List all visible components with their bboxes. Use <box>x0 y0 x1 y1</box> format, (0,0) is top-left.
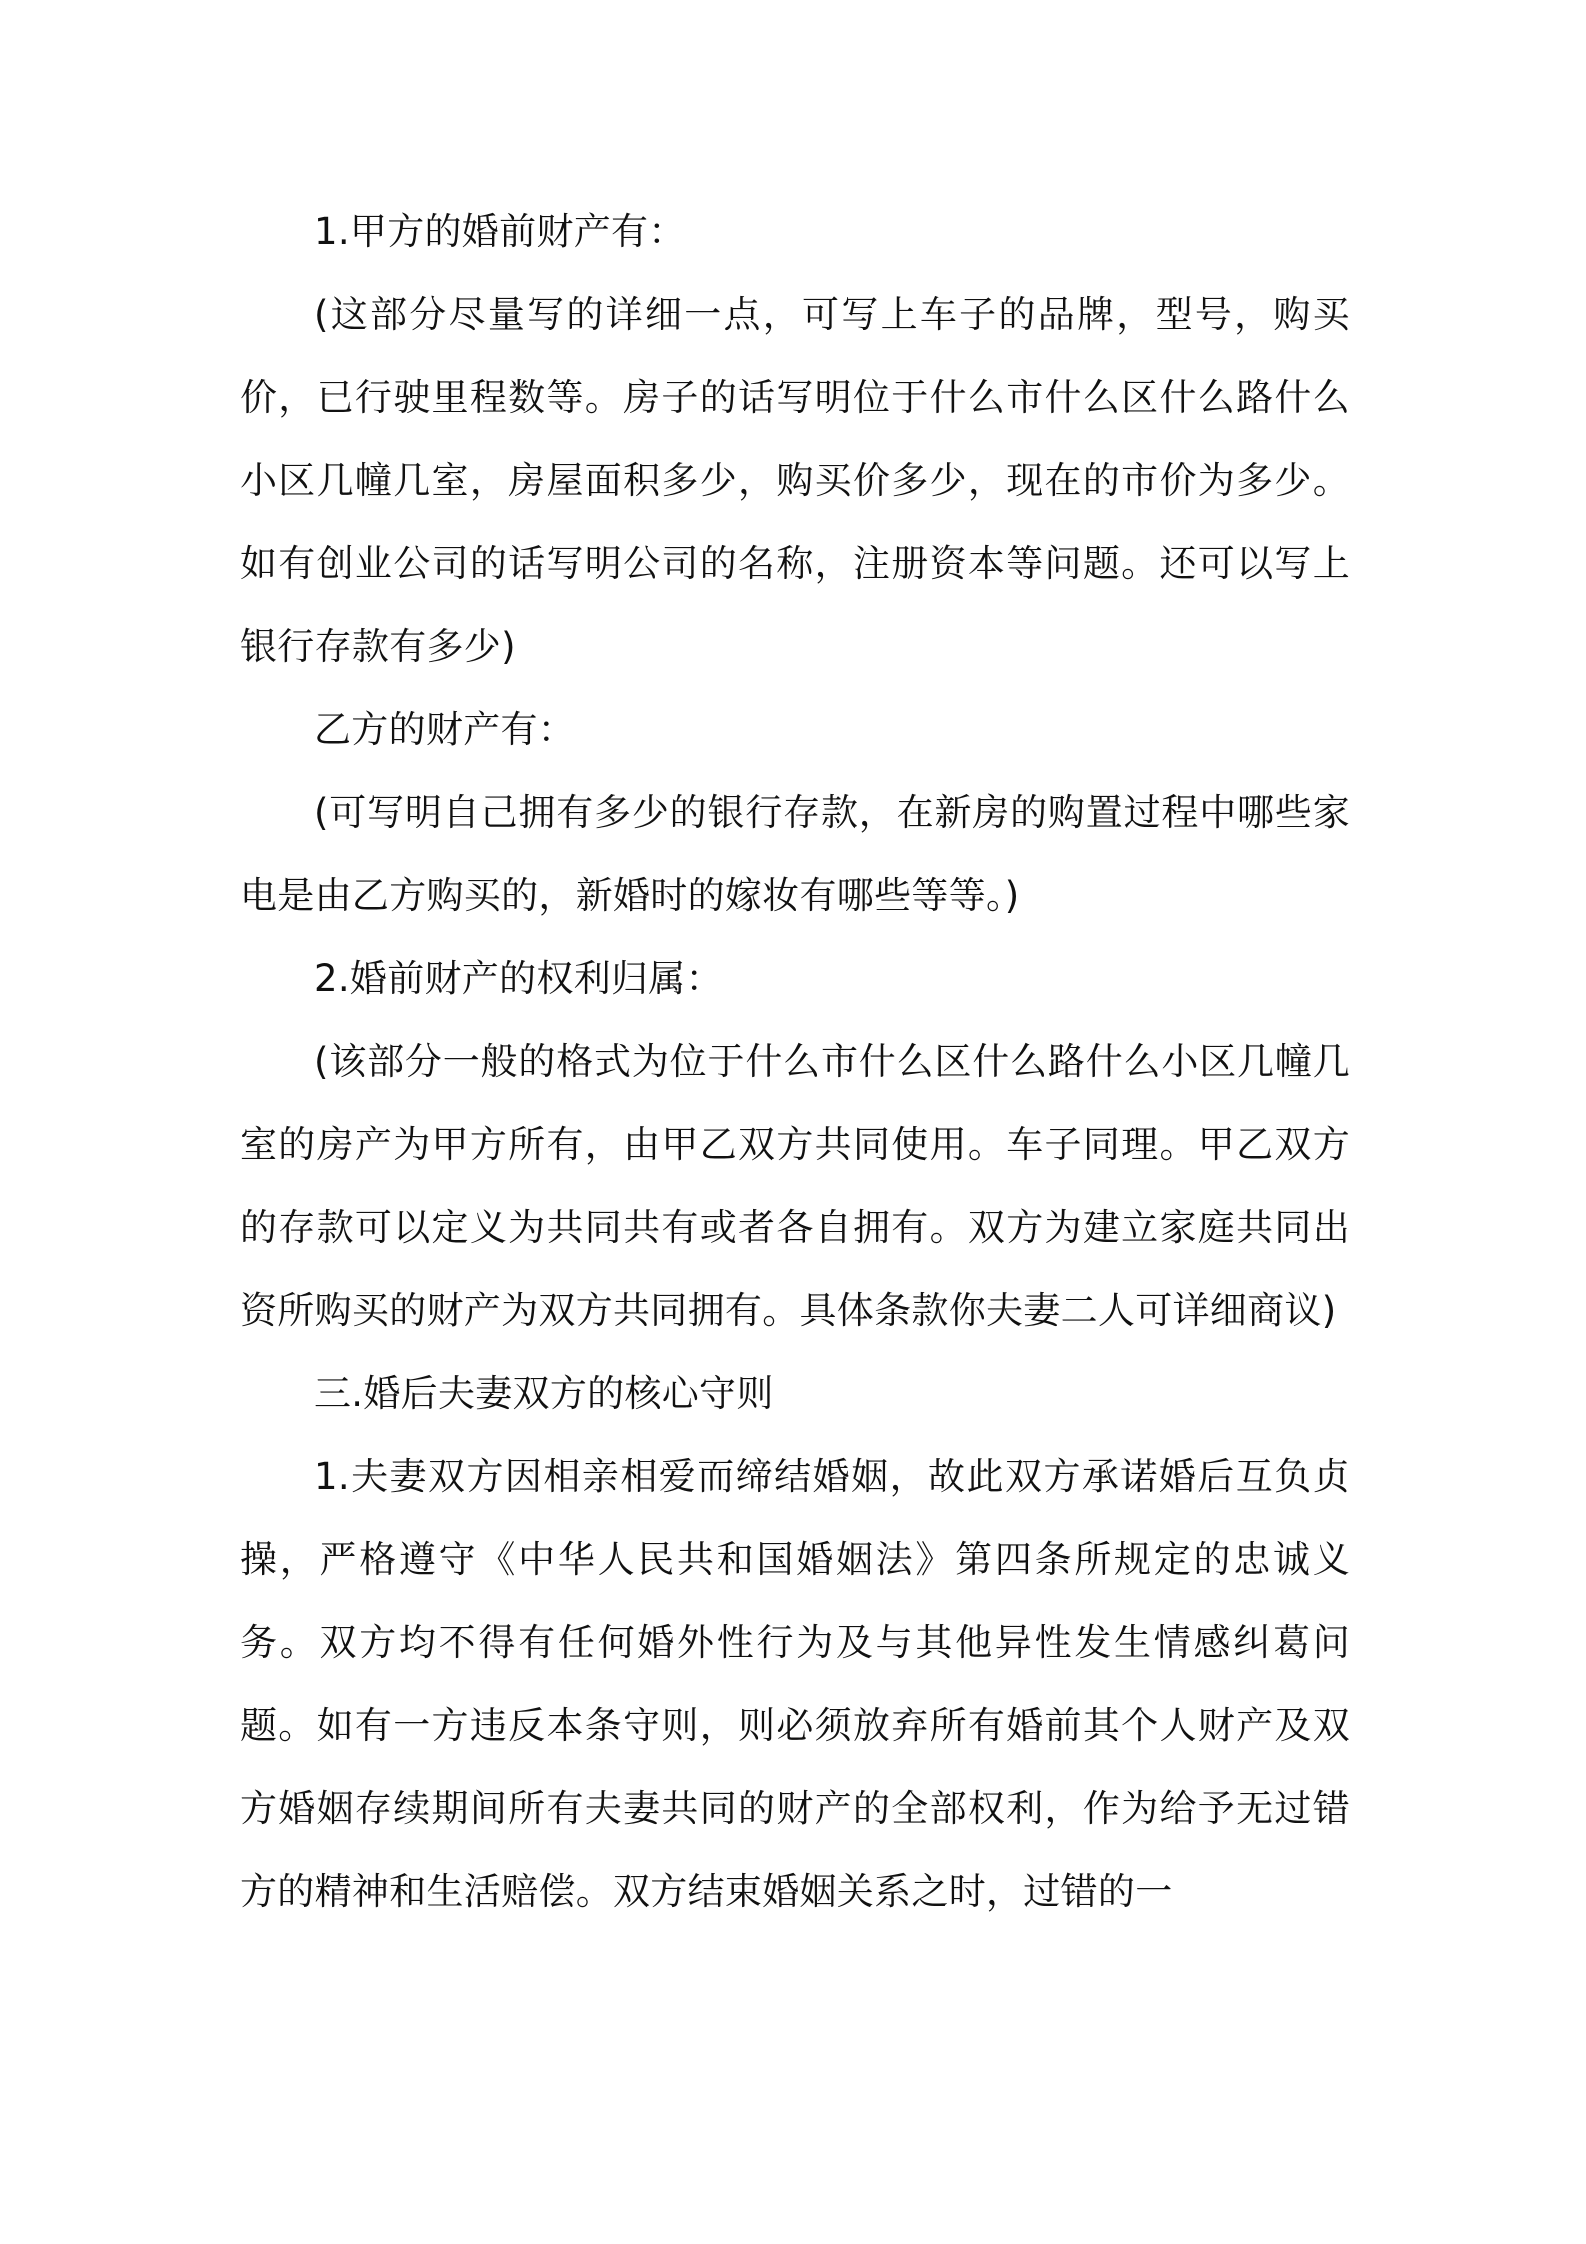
paragraph-property-ownership: 2.婚前财产的权利归属： <box>314 957 723 1000</box>
paragraph-party-a-property-note: (这部分尽量写的详细一点，可写上车子的品牌，型号，购买价，已行驶里程数等。房子的话写明位于什么市什么区什么路什么小区几幢几室，房屋面积多少，购买价多少，现在的市价为多少。如有创业公司的话写明公司的名称，注册资本等问题。还可以写上银行存款有多少) <box>240 293 1350 668</box>
document-body <box>240 190 1350 1933</box>
paragraph-party-b-property: 乙方的财产有： <box>314 708 576 751</box>
paragraph-property-ownership-note: (该部分一般的格式为位于什么市什么区什么路什么小区几幢几室的房产为甲方所有，由甲乙双方共同使用。车子同理。甲乙双方的存款可以定义为共同共有或者各自拥有。双方为建立家庭共同出资所购买的财产为双方共同拥有。具体条款你夫妻二人可详细商议) <box>240 1040 1350 1332</box>
paragraph-party-b-property-note: (可写明自己拥有多少的银行存款，在新房的购置过程中哪些家电是由乙方购买的，新婚时的嫁妆有哪些等等。) <box>240 791 1350 917</box>
section-heading-core-rules: 三.婚后夫妻双方的核心守则 <box>314 1372 774 1415</box>
paragraph-party-a-premarital-property: 1.甲方的婚前财产有： <box>314 210 686 253</box>
paragraph-fidelity-rule: 1.夫妻双方因相亲相爱而缔结婚姻，故此双方承诺婚后互负贞操，严格遵守《中华人民共和国婚姻法》第四条所规定的忠诚义务。双方均不得有任何婚外性行为及与其他异性发生情感纠葛问题。如有一方违反本条守则，则必须放弃所有婚前其个人财产及双方婚姻存续期间所有夫妻共同的财产的全部权利，作为给予无过错方的精神和生活赔偿。双方结束婚姻关系之时，过错的一 <box>240 1455 1350 1913</box>
